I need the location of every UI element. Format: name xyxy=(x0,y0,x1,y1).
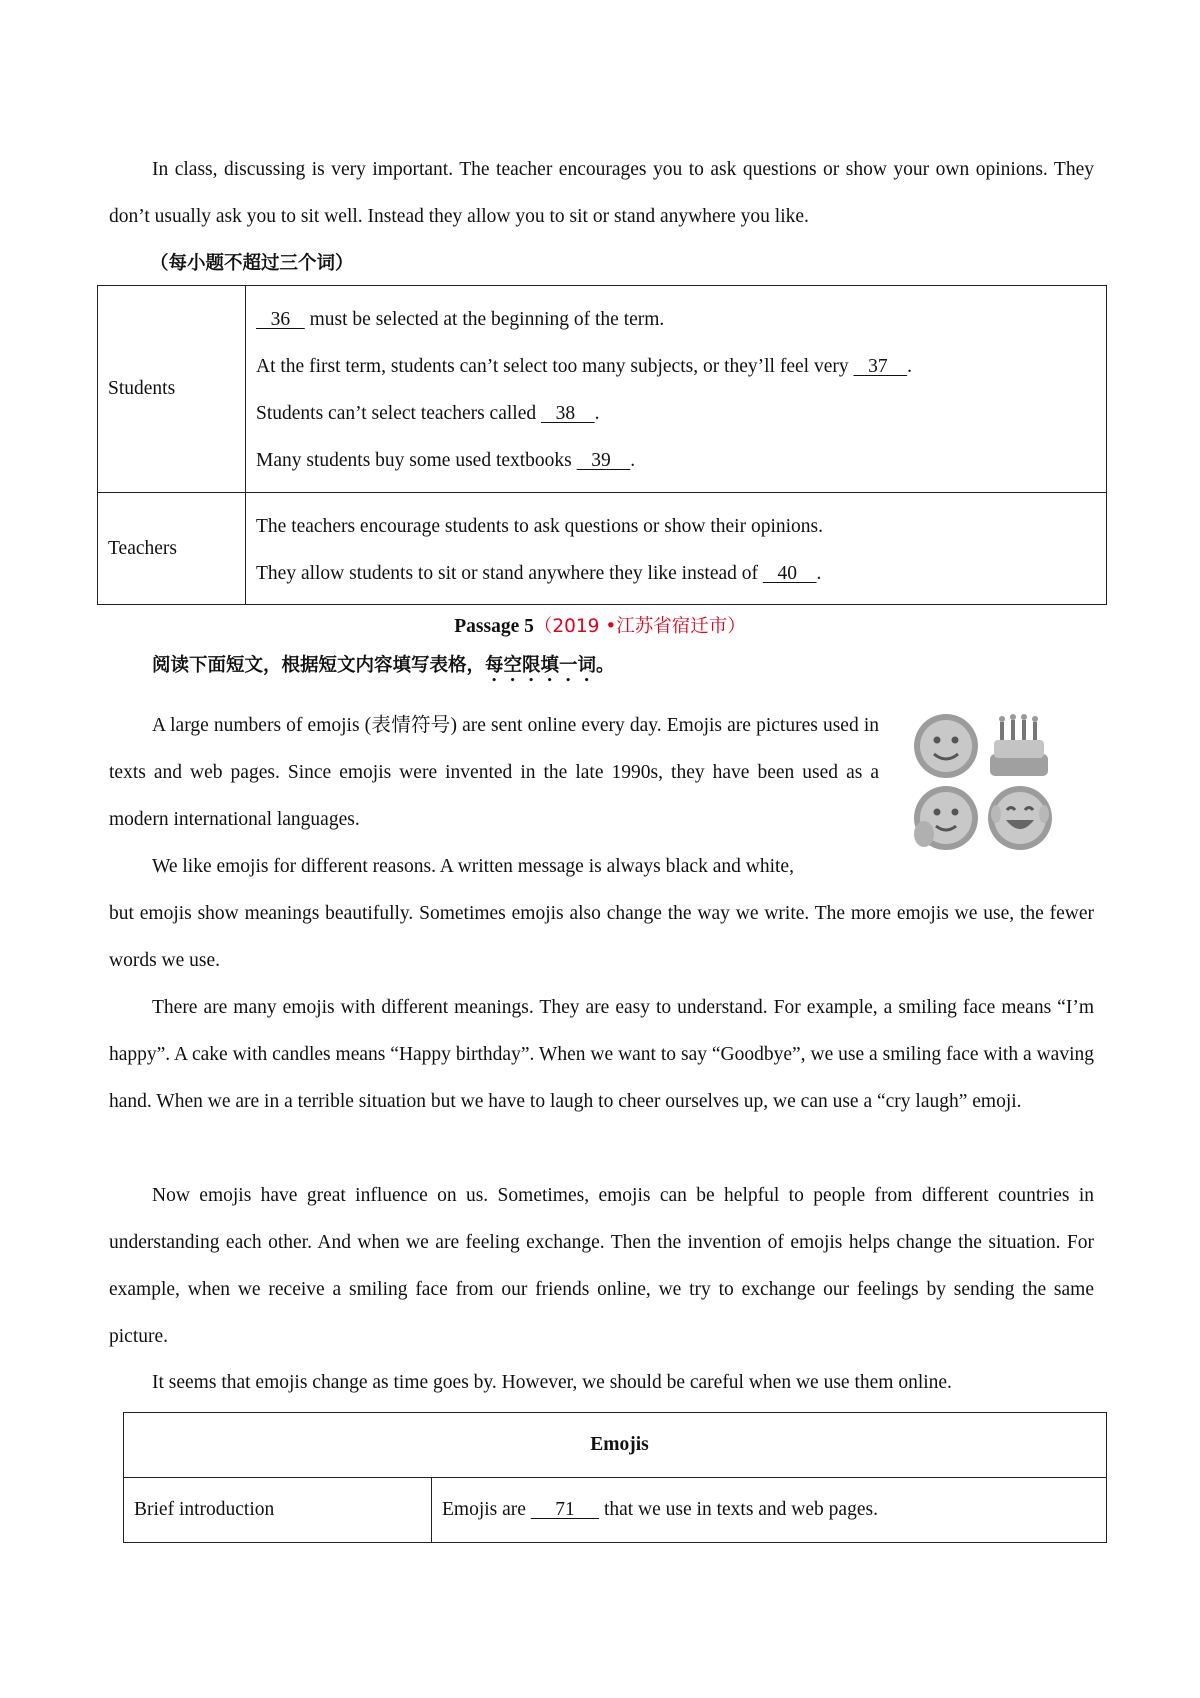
blank-40: 40 xyxy=(762,562,817,584)
text: . xyxy=(594,403,600,424)
table-title: Emojis xyxy=(124,1413,1107,1478)
paragraph: There are many emojis with different meanings. They are easy to understand. For example, a smiling face means “I’m happy”. A cake with candles means “Happy birthday”. When we want to say “Goodbye”, we use a smiling face with a waving hand. When we are in a terrible situation but we have to laugh to cheer ourselves up, we can use a “cry laugh” emoji. xyxy=(109,997,1094,1112)
paragraph: A large numbers of emojis (表情符号) are sent online every day. Emojis are pictures used in texts and web pages. Since emojis were invented in the late 1990s, they have been used as a modern international languages. xyxy=(109,715,879,830)
paragraph: In class, discussing is very important. The teacher encourages you to ask questions or show your own opinions. They don’t usually ask you to sit well. Instead they allow you to sit or stand anywhere you like. xyxy=(109,159,1094,227)
brief-introduction-cell xyxy=(432,1478,1107,1543)
text: . xyxy=(630,450,636,471)
text: At the first term, students can’t select too many subjects, or they’ll feel very xyxy=(256,356,854,377)
blank-37: 37 xyxy=(853,356,908,377)
text: that we use in texts and web pages. xyxy=(599,1499,878,1520)
answer-length-note: （每小题不超过三个词） xyxy=(150,253,354,274)
instruction xyxy=(152,646,1052,686)
text: They allow students to sit or stand anywhere they like instead of xyxy=(256,562,763,584)
cry-laugh-face-icon xyxy=(988,786,1052,850)
text: . xyxy=(816,562,822,584)
text: 每空限填一词 xyxy=(485,655,597,676)
paragraph: but emojis show meanings beautifully. Sometimes emojis also change the way we write. The more emojis we use, the fewer words we use. xyxy=(109,903,1094,971)
text: Many students buy some used textbooks xyxy=(256,450,577,471)
text: Students can’t select teachers called xyxy=(256,403,541,424)
blank-36: 36 xyxy=(256,309,305,330)
row-label-brief-introduction: Brief introduction xyxy=(124,1478,432,1543)
blank-38: 38 xyxy=(540,403,595,424)
smiling-face-icon xyxy=(914,714,978,778)
emojis-table xyxy=(123,1412,1107,1543)
paragraph: Now emojis have great influence on us. Sometimes, emojis can be helpful to people from different countries in understanding each other. And when we are feeling exchange. Then the invention of emojis helps change the situation. For example, when we receive a smiling face from our friends online, we try to exchange our feelings by sending the same picture. xyxy=(109,1185,1094,1347)
text: 。 xyxy=(596,655,615,676)
text: Emojis are xyxy=(442,1499,531,1520)
teachers-cell xyxy=(246,493,1107,605)
text: must be selected at the beginning of the term. xyxy=(304,309,665,330)
paragraph: It seems that emojis change as time goes by. However, we should be careful when we use them online. xyxy=(152,1372,952,1393)
row-label-teachers: Teachers xyxy=(98,493,246,605)
row-label-students: Students xyxy=(98,286,246,493)
passage-title: Passage 5 xyxy=(454,616,534,637)
passage-heading xyxy=(0,612,1200,642)
text: . xyxy=(907,356,912,377)
birthday-cake-icon xyxy=(990,714,1048,776)
text: The teachers encourage students to ask questions or show their opinions. xyxy=(256,515,823,537)
students-cell xyxy=(246,286,1107,493)
passage4-table xyxy=(97,285,1107,605)
paragraph: We like emojis for different reasons. A written message is always black and white, xyxy=(152,856,794,877)
passage-source: （2019 •江苏省宿迁市） xyxy=(533,616,746,637)
waving-face-icon xyxy=(914,786,978,850)
emoji-image xyxy=(910,710,1056,856)
blank-71: 71 xyxy=(530,1499,600,1520)
text: 阅读下面短文，根据短文内容填写表格， xyxy=(152,655,486,676)
blank-39: 39 xyxy=(576,450,631,471)
